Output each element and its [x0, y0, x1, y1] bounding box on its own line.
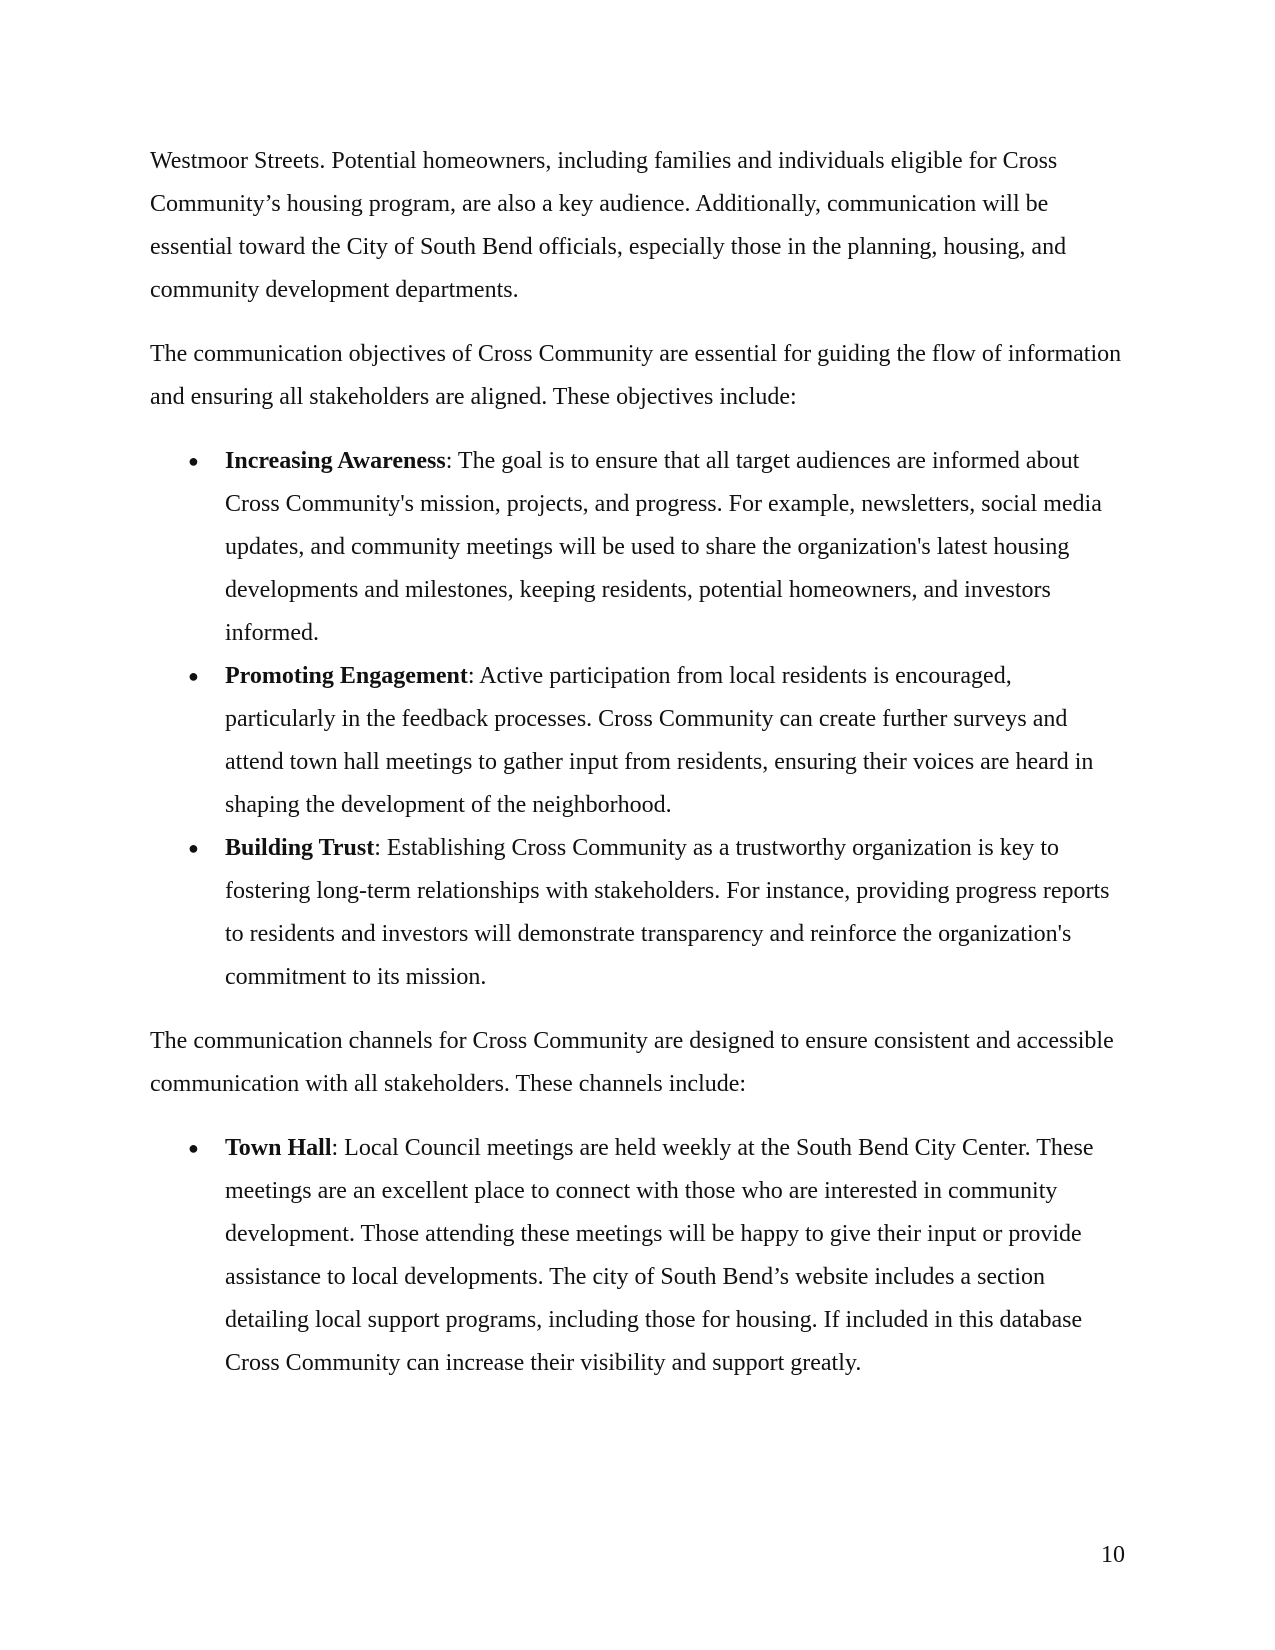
paragraph-objectives-intro: The communication objectives of Cross Community are essential for guiding the flow of information and ensuring all stakeholders are aligned. These objectives include:	[150, 341, 1122, 410]
list-item	[150, 1127, 1125, 1385]
channels-list	[150, 1127, 1125, 1385]
objective-text: : Establishing Cross Community as a trustworthy organization is key to fostering long-term relationships with stakeholders. For instance, providing progress reports to residents and investors will demonstrate transparency and reinforce the organization's commitment to its mission.	[225, 835, 1110, 990]
objective-term: Promoting Engagement	[225, 663, 468, 689]
paragraph-channels-intro: The communication channels for Cross Community are designed to ensure consistent and accessible communication with all stakeholders. These channels include:	[150, 1028, 1114, 1097]
bullet-icon: ●	[188, 838, 199, 858]
channel-text: : Local Council meetings are held weekly at the South Bend City Center. These meetings are an excellent place to connect with those who are interested in community development. Those attending these meetings will be happy to give their input or provide assistance to local developments. The city of South Bend’s website includes a section detailing local support programs, including those for housing. If included in this database Cross Community can increase their visibility and support greatly.	[225, 1135, 1094, 1376]
list-item	[150, 440, 1125, 655]
document-body	[150, 140, 1125, 1406]
objective-term: Building Trust	[225, 835, 375, 861]
objective-term: Increasing Awareness	[225, 448, 446, 474]
objective-text: : Active participation from local residents is encouraged, particularly in the feedback processes. Cross Community can create further surveys and attend town hall meetings to gather input from residents, ensuring their voices are heard in shaping the development of the neighborhood.	[225, 663, 1094, 818]
channel-term: Town Hall	[225, 1135, 332, 1161]
objective-text: : The goal is to ensure that all target audiences are informed about Cross Community's mission, projects, and progress. For example, newsletters, social media updates, and community meetings will be used to share the organization's latest housing developments and milestones, keeping residents, potential homeowners, and investors informed.	[225, 448, 1102, 646]
bullet-icon: ●	[188, 1138, 199, 1158]
page-number: 10	[1101, 1542, 1125, 1568]
paragraph-audiences: Westmoor Streets. Potential homeowners, including families and individuals eligible for Cross Community’s housing program, are also a key audience. Additionally, communication will be essential toward the City of South Bend officials, especially those in the planning, housing, and community development departments.	[150, 148, 1067, 303]
bullet-icon: ●	[188, 666, 199, 686]
bullet-icon: ●	[188, 451, 199, 471]
objectives-list	[150, 440, 1125, 999]
list-item	[150, 655, 1125, 827]
list-item	[150, 827, 1125, 999]
